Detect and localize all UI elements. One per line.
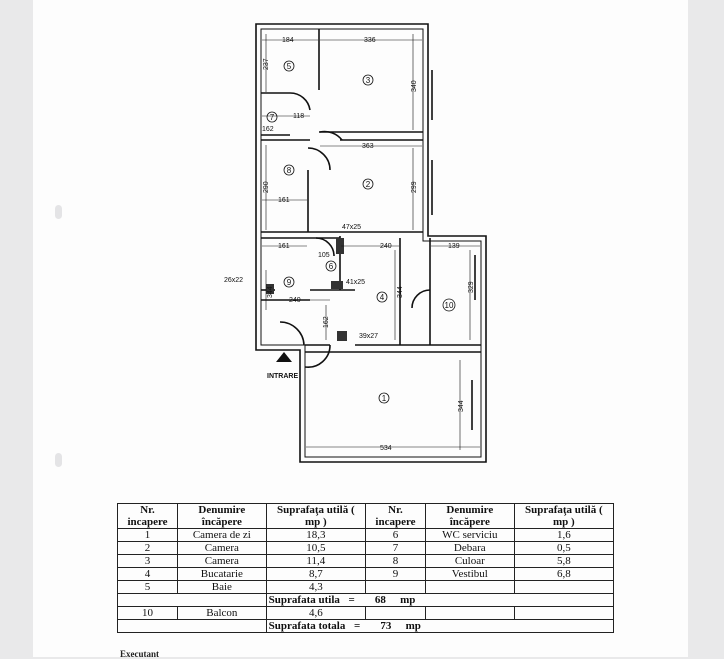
cell-nr: 6 [365,529,425,542]
dim-label: 139 [448,243,460,250]
cell-name: Baie [178,581,267,594]
cell-area: 4,3 [266,581,365,594]
dim-label: 329 [468,281,475,293]
cell-name: Camera [178,542,267,555]
cell-name: Camera de zi [178,529,267,542]
cell-area: 8,7 [266,568,365,581]
dim-label: 161 [278,197,290,204]
cell-nr: 4 [118,568,178,581]
room-marker [377,292,387,302]
cell-nr: 7 [365,542,425,555]
cell-nr: 1 [118,529,178,542]
svg-text:8: 8 [286,166,292,175]
cell-nr: 8 [365,555,425,568]
total-area-label: Suprafata totala [268,620,346,632]
svg-text:4: 4 [379,293,385,302]
useful-area-row [118,594,614,607]
cell-name: Debara [425,542,514,555]
dim-label: 344 [267,286,274,298]
cell-nr: 9 [365,568,425,581]
entrance-arrow-icon [276,352,292,362]
room-marker [284,165,294,175]
room-marker [379,393,389,403]
room-marker [284,277,294,287]
dim-label: 340 [411,80,418,92]
cell-area: 18,3 [266,529,365,542]
cell-name: Camera [178,555,267,568]
dim-label: 184 [282,37,294,44]
cell-name [425,581,514,594]
cell-name: Culoar [425,555,514,568]
svg-text:2: 2 [365,180,371,189]
svg-text:7: 7 [269,113,275,122]
useful-area-label: Suprafata utila [268,594,340,606]
cell-name: Bucatarie [178,568,267,581]
dim-label: 47x25 [342,224,362,231]
svg-text:6: 6 [328,262,334,271]
total-area-eq: = [353,620,361,632]
room-marker [363,179,373,189]
dim-label: 162 [262,126,274,133]
dim-label: 534 [380,445,392,452]
dim-label: 240 [289,297,301,304]
cell-nr: 3 [118,555,178,568]
entrance-label: INTRARE [267,373,299,380]
svg-text:1: 1 [381,394,387,403]
cell-nr: 10 [118,607,178,620]
table-row [118,542,614,555]
dim-label: 336 [364,37,376,44]
cell-area: 11,4 [266,555,365,568]
svg-text:10: 10 [444,301,454,310]
cell-area [514,581,613,594]
cell-area: 6,8 [514,568,613,581]
dim-label: 344 [397,286,404,298]
table-row [118,581,614,594]
dim-label: 237 [263,58,270,70]
table-row [118,568,614,581]
useful-area-value: 68 [374,594,386,606]
cell-area: 4,6 [266,607,365,620]
room-marker [363,75,373,85]
total-area-value: 73 [380,620,392,632]
cell-area: 1,6 [514,529,613,542]
cell-area: 10,5 [266,542,365,555]
col-header-area: Suprafaţa utilă ( mp ) [514,504,613,529]
table-row [118,529,614,542]
balcony-row [118,607,614,620]
useful-area-eq: = [348,594,355,606]
total-area-row [118,620,614,633]
col-header-nr: Nr. incapere [118,504,178,529]
room-marker [284,61,294,71]
dim-label: 299 [411,181,418,193]
dim-label: 363 [362,143,374,150]
svg-text:3: 3 [365,76,371,85]
dim-label: 26x22 [224,277,244,284]
cell-area: 5,8 [514,555,613,568]
vent [337,331,347,341]
dim-label: 344 [458,400,465,412]
cell-nr [365,581,425,594]
col-header-area: Suprafaţa utilă ( mp ) [266,504,365,529]
dim-label: 105 [318,252,330,259]
useful-area-unit: mp [400,594,416,606]
table-row [118,555,614,568]
cell-name: WC serviciu [425,529,514,542]
dim-label: 162 [323,316,330,328]
footer-text: Executant [120,649,159,659]
svg-text:9: 9 [286,278,292,287]
room-marker [326,261,336,271]
dim-label: 39x27 [359,333,379,340]
room-marker [267,112,277,122]
col-header-name: Denumire încăpere [425,504,514,529]
dim-label: 240 [380,243,392,250]
cell-nr: 5 [118,581,178,594]
room-area-table [117,503,614,633]
col-header-name: Denumire încăpere [178,504,267,529]
cell-name: Balcon [178,607,267,620]
dim-label: 118 [293,113,305,120]
svg-text:5: 5 [286,62,292,71]
dim-label: 290 [263,181,270,193]
col-header-nr: Nr. incapere [365,504,425,529]
vent [331,281,343,289]
total-area-unit: mp [405,620,421,632]
room-marker [443,299,455,311]
dim-label: 41x25 [346,279,366,286]
cell-area: 0,5 [514,542,613,555]
cell-nr: 2 [118,542,178,555]
dim-label: 161 [278,243,290,250]
cell-name: Vestibul [425,568,514,581]
